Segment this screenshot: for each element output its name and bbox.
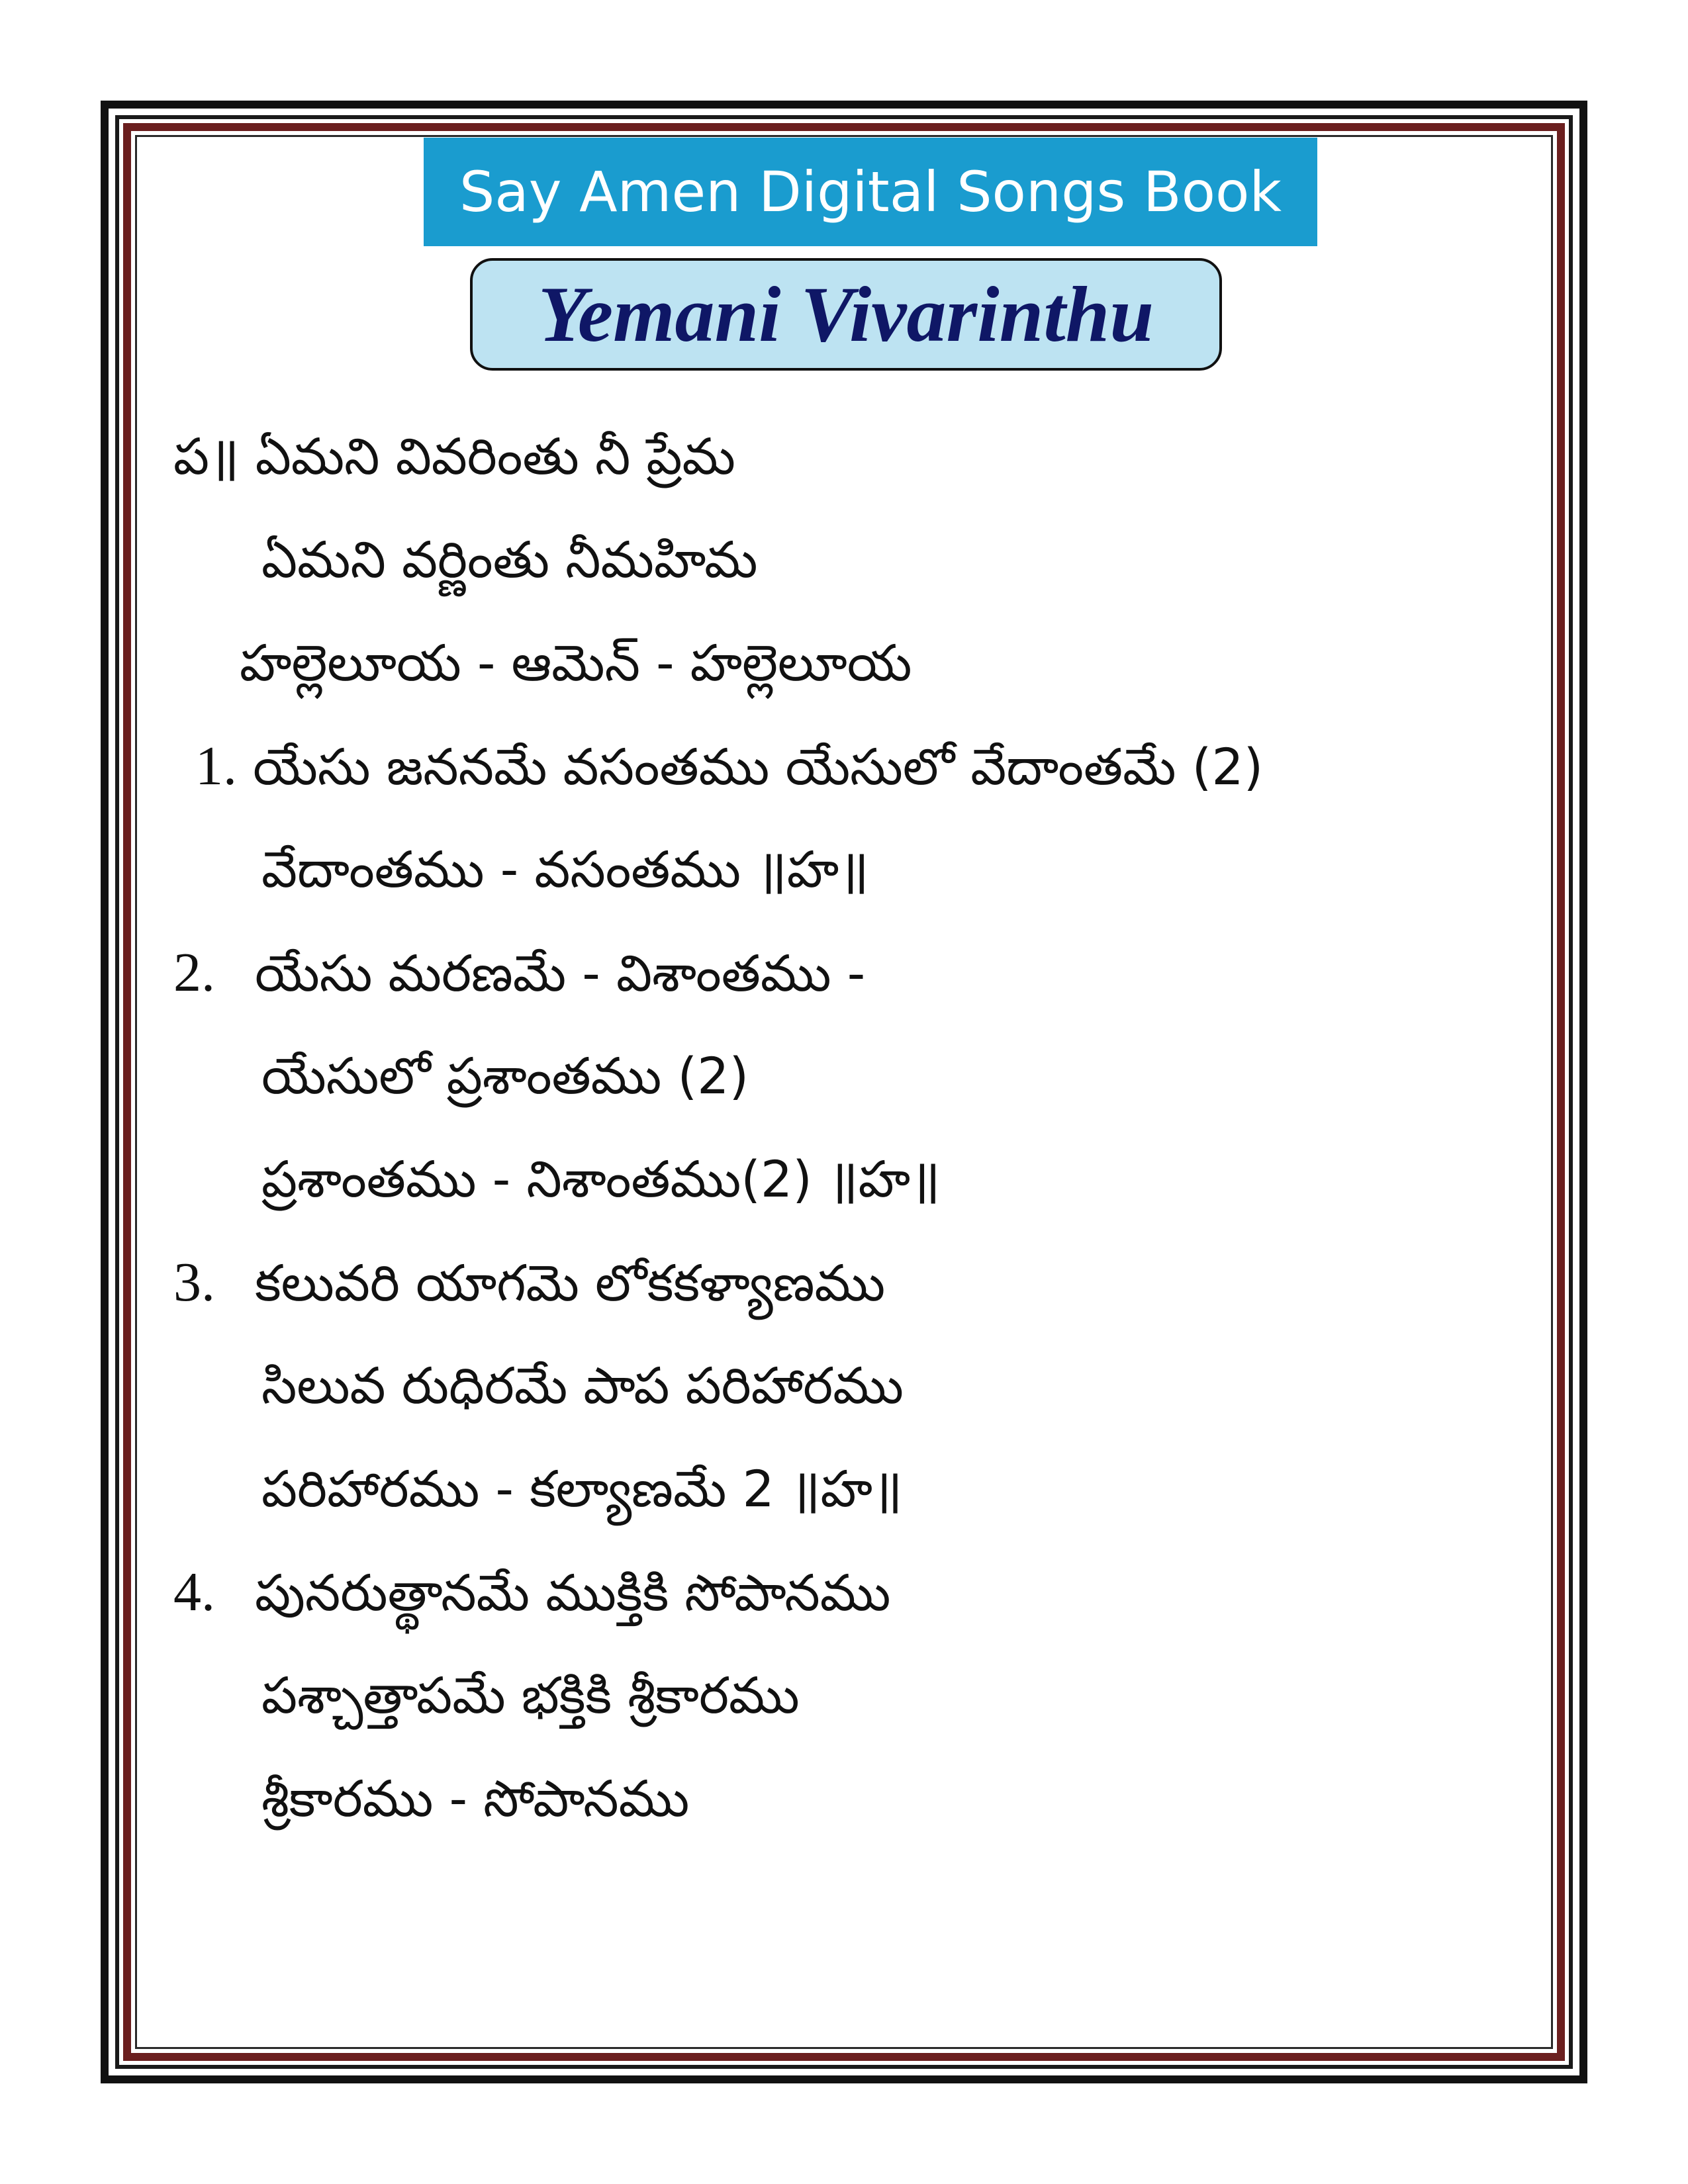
verse-2-line-1 xyxy=(173,927,865,1019)
verse-4-number: 4. xyxy=(173,1561,215,1623)
songbook-banner: Say Amen Digital Songs Book xyxy=(424,138,1317,246)
verse-1-number: 1. xyxy=(195,735,237,797)
verse-2-number: 2. xyxy=(173,942,215,1003)
verse-1-line-1 xyxy=(195,720,1263,813)
verse-4-line-1-text: పునరుత్థానమే ముక్తికి సోపానము xyxy=(255,1563,891,1622)
chorus-line-3: హల్లెలూయ - ఆమెన్ - హల్లెలూయ xyxy=(240,633,912,692)
verse-3-line-1-text: కలువరి యాగమె లోకకళ్యాణము xyxy=(255,1253,886,1312)
verse-1-line-1-text: యేసు జననమే వసంతము యేసులో వేదాంతమే (2) xyxy=(253,737,1264,796)
song-title: Yemani Vivarinthu xyxy=(470,258,1222,371)
verse-3-line-3: పరిహారము - కల్యాణమే 2 ॥హ॥ xyxy=(261,1459,903,1518)
chorus-marker: ప॥ xyxy=(173,427,240,486)
chorus-line-2: ఏమని వర్ణింతు నీమహిమ xyxy=(261,530,758,589)
verse-4-line-2: పశ్చాత్తాపమే భక్తికి శ్రీకారము xyxy=(261,1666,800,1725)
verse-2-line-1-text: యేసు మరణమే - విశాంతము - xyxy=(255,944,866,1003)
verse-1-line-2: వేదాంతము - వసంతము ॥హ॥ xyxy=(261,840,869,899)
verse-3-line-2: సిలువ రుధిరమే పాప పరిహారము xyxy=(261,1356,904,1415)
verse-4-line-3: శ్రీకారము - సోపానము xyxy=(261,1769,690,1828)
verse-2-line-2: యేసులో ప్రశాంతము (2) xyxy=(261,1046,749,1105)
chorus-line-1 xyxy=(173,410,735,503)
verse-2-line-3: ప్రశాంతము - నిశాంతము(2) ॥హ॥ xyxy=(261,1150,941,1208)
chorus-line-1-text: ఏమని వివరింతు నీ ప్రేమ xyxy=(255,427,735,486)
verse-3-line-1 xyxy=(173,1236,885,1329)
verse-4-line-1 xyxy=(173,1546,890,1639)
verse-3-number: 3. xyxy=(173,1251,215,1313)
